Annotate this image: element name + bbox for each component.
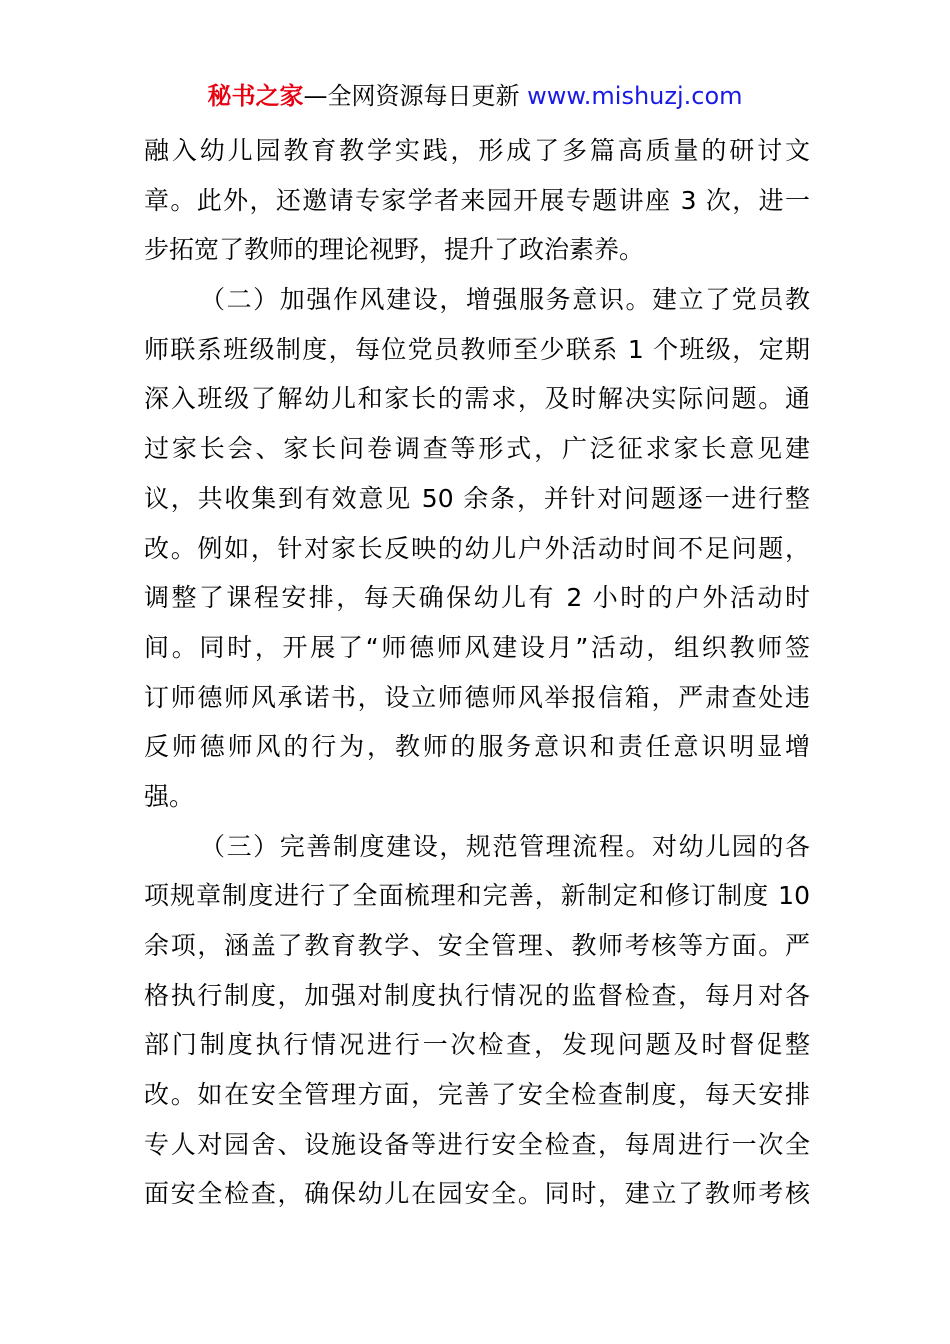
text-line: 格执行制度，加强对制度执行情况的监督检查，每月对各 — [144, 980, 810, 1010]
site-url-link[interactable]: www.mishuzj.com — [527, 82, 743, 110]
text-line: 过家长会、家长问卷调查等形式，广泛征求家长意见建 — [144, 434, 810, 464]
text-line: 间。同时，开展了“师德师风建设月”活动，组织教师签 — [144, 632, 810, 662]
text-line: 订师德师风承诺书，设立师德师风举报信箱，严肃查处违 — [144, 682, 810, 712]
text-line: （三）完善制度建设，规范管理流程。对幼儿园的各 — [200, 831, 810, 861]
text-line: 步拓宽了教师的理论视野，提升了政治素养。 — [144, 235, 645, 265]
header-tagline: —全网资源每日更新 — [303, 82, 520, 110]
paragraph — [144, 275, 810, 822]
text-line: 章。此外，还邀请专家学者来园开展专题讲座 3 次，进一 — [144, 185, 810, 215]
site-header — [0, 80, 950, 112]
text-line: 反师德师风的行为，教师的服务意识和责任意识明显增 — [144, 732, 810, 762]
text-line: （二）加强作风建设，增强服务意识。建立了党员教 — [200, 285, 810, 315]
text-line: 议，共收集到有效意见 50 余条，并针对问题逐一进行整 — [144, 483, 810, 513]
text-line: 改。如在安全管理方面，完善了安全检查制度，每天安排 — [144, 1080, 810, 1110]
text-line: 部门制度执行情况进行一次检查，发现问题及时督促整 — [144, 1030, 810, 1060]
text-line: 调整了课程安排，每天确保幼儿有 2 小时的户外活动时 — [144, 583, 810, 613]
text-line: 深入班级了解幼儿和家长的需求，及时解决实际问题。通 — [144, 384, 810, 414]
text-line: 项规章制度进行了全面梳理和完善，新制定和修订制度 10 — [144, 881, 810, 911]
paragraph — [144, 822, 810, 1220]
text-line: 专人对园舍、设施设备等进行安全检查，每周进行一次全 — [144, 1129, 810, 1159]
document-body — [144, 126, 810, 1219]
text-line: 融入幼儿园教育教学实践，形成了多篇高质量的研讨文 — [144, 136, 810, 165]
text-line: 改。例如，针对家长反映的幼儿户外活动时间不足问题， — [144, 533, 810, 563]
text-line: 强。 — [144, 781, 195, 811]
text-line: 面安全检查，确保幼儿在园安全。同时，建立了教师考核 — [144, 1179, 810, 1209]
paragraph — [144, 126, 810, 275]
text-line: 师联系班级制度，每位党员教师至少联系 1 个班级，定期 — [144, 334, 810, 364]
text-line: 余项，涵盖了教育教学、安全管理、教师考核等方面。严 — [144, 931, 810, 960]
brand-name: 秘书之家 — [207, 82, 304, 110]
